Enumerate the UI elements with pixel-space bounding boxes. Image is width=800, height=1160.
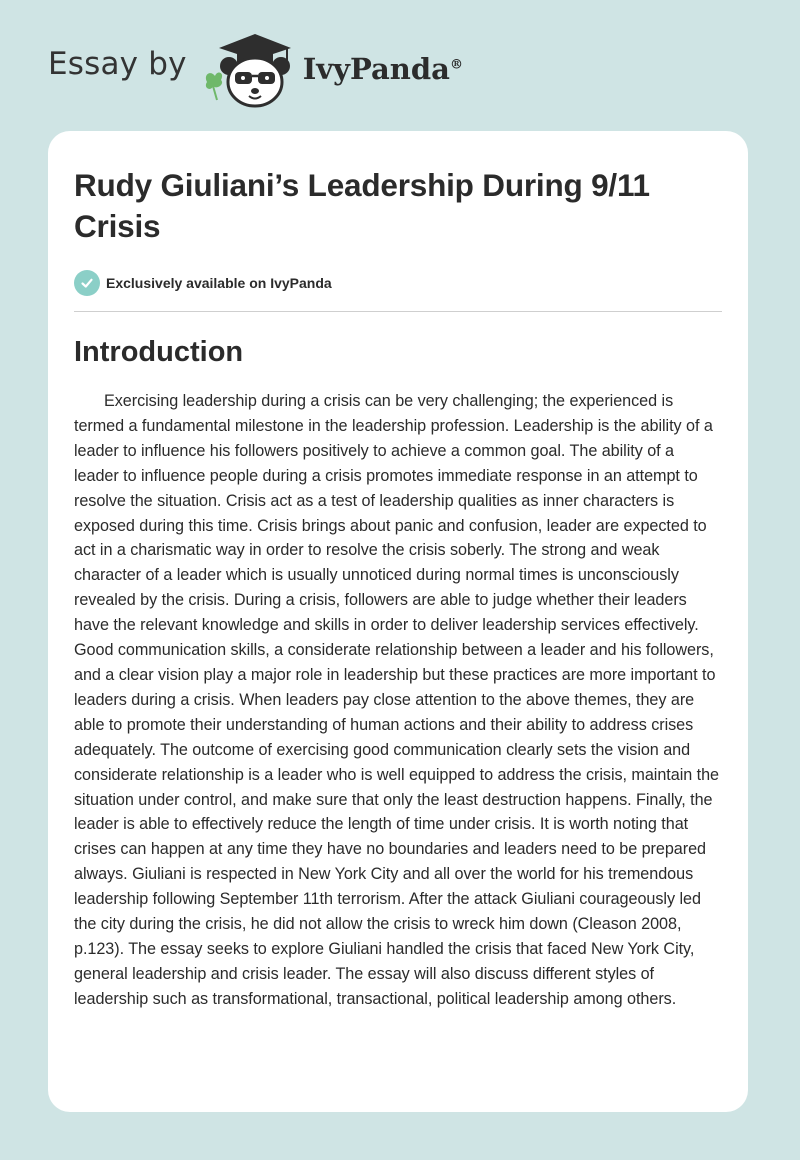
- exclusive-badge: [74, 270, 722, 296]
- site-brand[interactable]: [48, 30, 508, 110]
- brand-name: [303, 52, 463, 86]
- essay-card: [48, 131, 748, 1112]
- check-icon: [74, 270, 100, 296]
- panda-logo-icon: [201, 30, 299, 110]
- brand-prefix: Essay by: [48, 46, 187, 82]
- divider: [74, 311, 722, 312]
- badge-label: Exclusively available on IvyPanda: [106, 275, 332, 291]
- registered-mark: ®: [449, 57, 463, 73]
- intro-paragraph: Exercising leadership during a crisis can be very challenging; the experienced is termed a fundamental milestone in the leadership profession. Leadership is the ability of a leader to influence his followers positively to achieve a common goal. The ability of a leader to influence people during a crisis promotes immediate response in an attempt to resolve the situation. Crisis act as a test of leadership qualities as inner characters is exposed during this time. Crisis brings about panic and confusion, leader are expected to act in a charismatic way in order to resolve the crisis soberly. The strong and weak character of a leader which is usually unnoticed during normal times is unconsciously revealed by the crisis. During a crisis, followers are able to judge whether their leaders have the relevant knowledge and skills in order to deliver leadership services effectively. Good communication skills, a considerate relationship between a leader and his followers, and a clear vision play a major role in leadership but these practices are more important to leaders during a crisis. When leaders pay close attention to the above themes, they are able to promote their understanding of human actions and their ability to address crises adequately. The outcome of exercising good communication clearly sets the vision and considerate relationship is a leader who is well equipped to address the crisis, maintain the situation under control, and make sure that only the least destruction happens. Finally, the leader is able to effectively reduce the length of time under crisis. It is worth noting that crises can happen at any time they have no boundaries and leaders need to be prepared always. Giuliani is respected in New York City and all over the world for his tremendous leadership following September 11th terrorism. After the attack Giuliani courageously led the city during the crisis, he did not allow the crisis to wreck him down (Cleason 2008, p.123). The essay seeks to explore Giuliani handled the crisis that faced New York City, general leadership and crisis leader. The essay will also discuss different styles of leadership such as transformational, transactional, political leadership among others.: [74, 392, 720, 1008]
- section-heading: Introduction: [74, 336, 244, 368]
- brand-name-text: IvyPanda: [302, 52, 450, 86]
- essay-title: Rudy Giuliani’s Leadership During 9/11 Crisis: [74, 167, 650, 244]
